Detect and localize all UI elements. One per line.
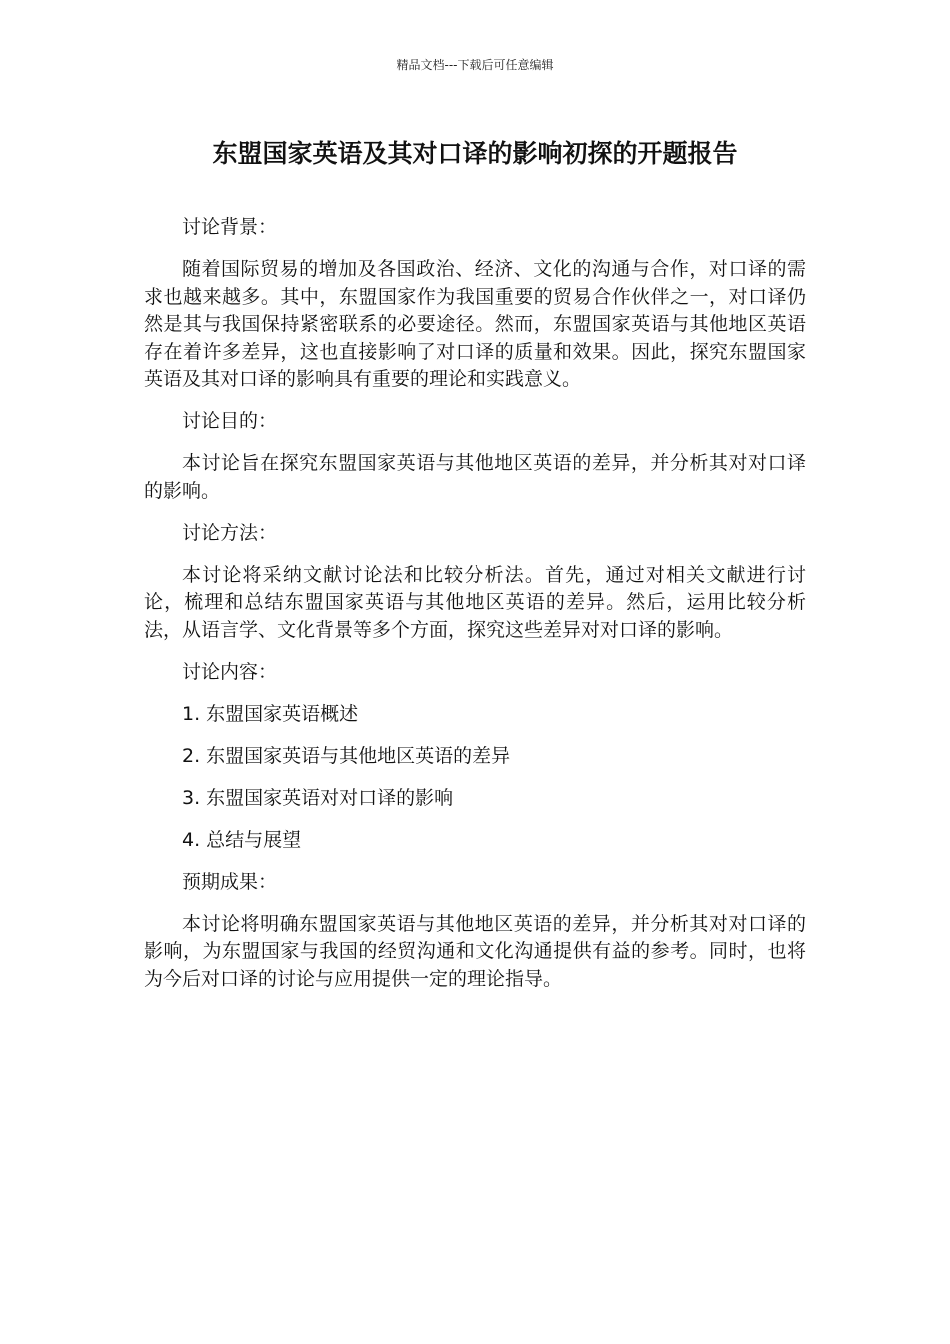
list-item: 1. 东盟国家英语概述 bbox=[182, 702, 359, 725]
section-heading-outcome: 预期成果： bbox=[182, 870, 278, 893]
page-header: 精品文档---下载后可任意编辑 bbox=[396, 58, 554, 72]
paragraph-method: 本讨论将采纳文献讨论法和比较分析法。首先，通过对相关文献进行讨论，梳理和总结东盟国家英语与其他地区英语的差异。然后，运用比较分析法，从语言学、文化背景等多个方面，探究这些差异对对口译的影响。 bbox=[144, 563, 806, 641]
section-heading-method: 讨论方法： bbox=[182, 521, 278, 544]
list-item: 3. 东盟国家英语对对口译的影响 bbox=[182, 786, 454, 809]
paragraph-purpose: 本讨论旨在探究东盟国家英语与其他地区英语的差异，并分析其对对口译的影响。 bbox=[144, 452, 806, 502]
list-item: 2. 东盟国家英语与其他地区英语的差异 bbox=[182, 744, 511, 767]
paragraph-outcome: 本讨论将明确东盟国家英语与其他地区英语的差异，并分析其对对口译的影响，为东盟国家与我国的经贸沟通和文化沟通提供有益的参考。同时，也将为今后对口译的讨论与应用提供一定的理论指导。 bbox=[144, 912, 806, 990]
paragraph-background: 随着国际贸易的增加及各国政治、经济、文化的沟通与合作，对口译的需求也越来越多。其中，东盟国家作为我国重要的贸易合作伙伴之一，对口译仍然是其与我国保持紧密联系的必要途径。然而，东盟国家英语与其他地区英语存在着许多差异，这也直接影响了对口译的质量和效果。因此，探究东盟国家英语及其对口译的影响具有重要的理论和实践意义。 bbox=[144, 258, 806, 390]
list-item: 4. 总结与展望 bbox=[182, 828, 302, 851]
document-title: 东盟国家英语及其对口译的影响初探的开题报告 bbox=[212, 139, 738, 168]
section-heading-purpose: 讨论目的： bbox=[182, 410, 278, 432]
document-body bbox=[144, 214, 806, 1008]
section-heading-content: 讨论内容： bbox=[182, 660, 278, 683]
section-heading-background: 讨论背景： bbox=[182, 216, 278, 238]
